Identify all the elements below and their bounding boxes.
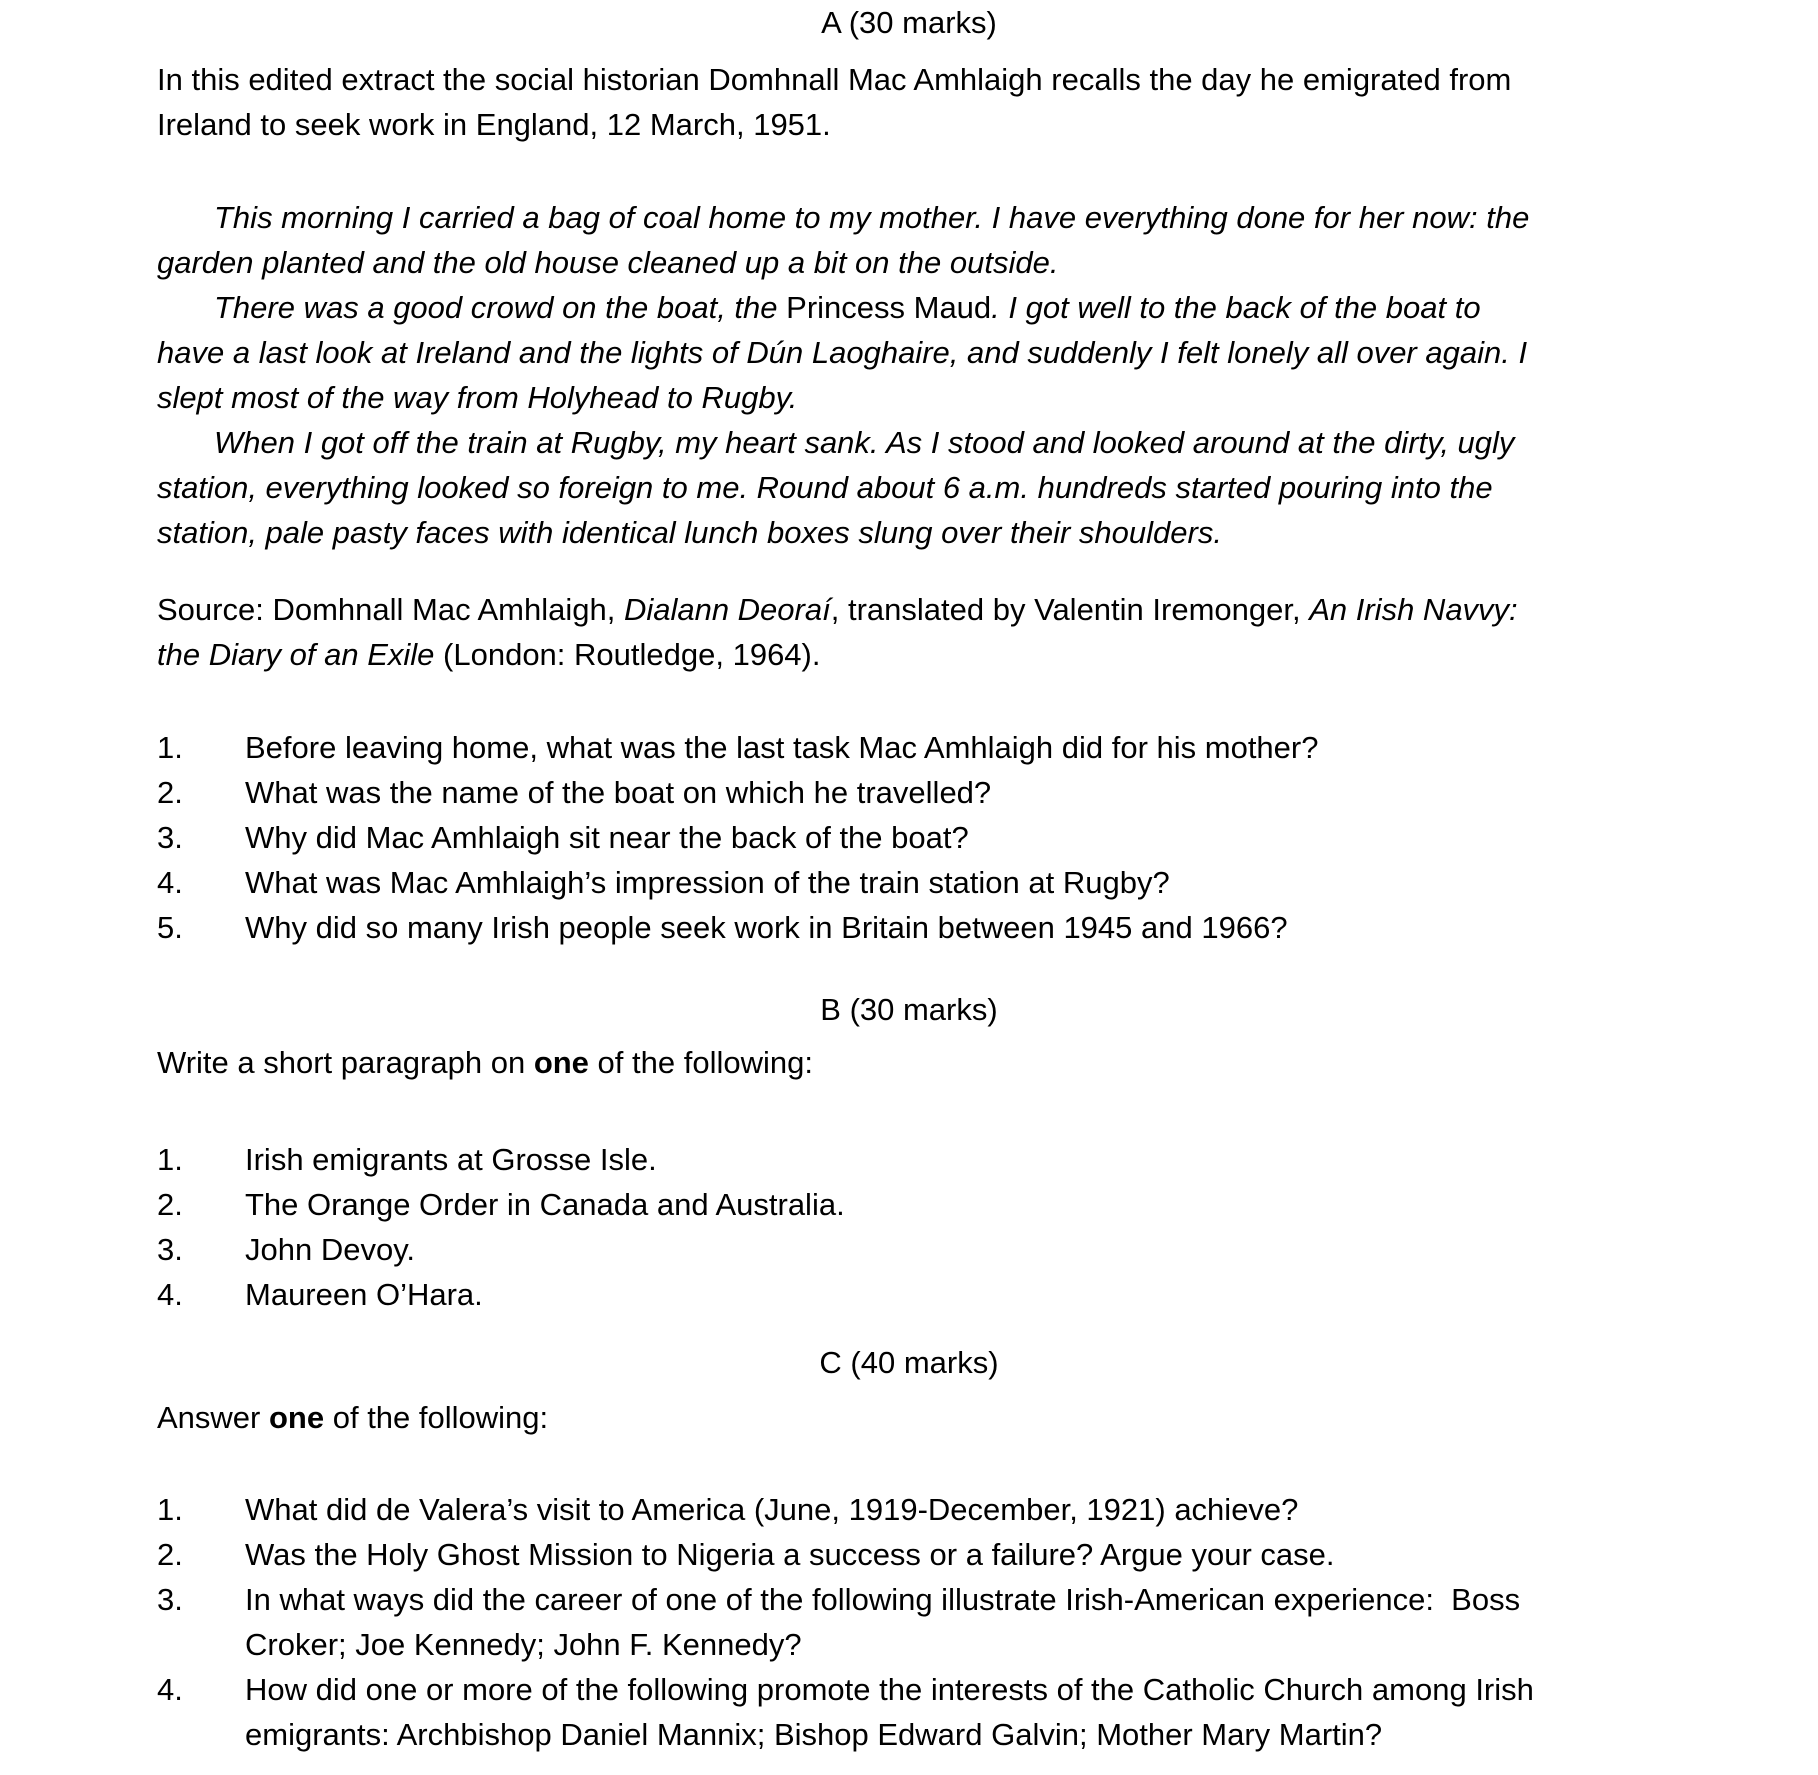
text-line: Was the Holy Ghost Mission to Nigeria a success or a failure? Argue your case. bbox=[245, 1537, 1335, 1572]
list-item-number: 1. bbox=[157, 1142, 183, 1177]
text-line: How did one or more of the following promote the interests of the Catholic Church among Irish bbox=[245, 1672, 1534, 1707]
list-item bbox=[157, 905, 1661, 950]
text-line: In what ways did the career of one of the following illustrate Irish-American experience: Boss bbox=[245, 1582, 1521, 1617]
list-item-text bbox=[245, 1227, 1661, 1272]
text-run: There was a good crowd on the boat, the bbox=[214, 290, 787, 325]
text-run: have a last look at Ireland and the lights of Dún Laoghaire, and suddenly I felt lonely all over again. I bbox=[157, 335, 1528, 370]
text-line: What was the name of the boat on which he travelled? bbox=[245, 775, 992, 810]
text-line bbox=[157, 195, 1661, 240]
text-line: John Devoy. bbox=[245, 1232, 416, 1267]
text-run: (London: Routledge, 1964). bbox=[434, 637, 821, 672]
list-item-text bbox=[245, 770, 1661, 815]
text-line bbox=[157, 1395, 1661, 1440]
list-item-text bbox=[245, 1182, 1661, 1227]
list-item bbox=[157, 1577, 1661, 1667]
text-line bbox=[157, 1040, 1661, 1085]
text-run: one bbox=[533, 1045, 589, 1080]
list-item bbox=[157, 1667, 1661, 1757]
text-run: Source: Domhnall Mac Amhlaigh, bbox=[157, 592, 624, 627]
section-a-title: A (30 marks) bbox=[821, 5, 997, 40]
text-run: the Diary of an Exile bbox=[157, 637, 435, 672]
list-item bbox=[157, 770, 1661, 815]
text-run: In this edited extract the social historian Domhnall Mac Amhlaigh recalls the day he emigrated from bbox=[157, 62, 1512, 97]
text-line bbox=[157, 510, 1661, 555]
list-item-text bbox=[245, 1577, 1661, 1667]
text-line: Irish emigrants at Grosse Isle. bbox=[245, 1142, 657, 1177]
text-line: Before leaving home, what was the last task Mac Amhlaigh did for his mother? bbox=[245, 730, 1319, 765]
list-item-number: 1. bbox=[157, 730, 183, 765]
section-a-questions-list bbox=[157, 725, 1661, 950]
text-run: Answer bbox=[157, 1400, 269, 1435]
text-run: Write a short paragraph on bbox=[157, 1045, 534, 1080]
text-line: emigrants: Archbishop Daniel Mannix; Bishop Edward Galvin; Mother Mary Martin? bbox=[245, 1717, 1383, 1752]
text-line bbox=[157, 240, 1661, 285]
list-item bbox=[157, 1532, 1661, 1577]
list-item bbox=[157, 1137, 1661, 1182]
section-c-questions-list bbox=[157, 1487, 1661, 1757]
text-line bbox=[157, 102, 1661, 147]
list-item-number: 3. bbox=[157, 1582, 183, 1617]
section-c-instruction bbox=[157, 1395, 1661, 1440]
list-item bbox=[157, 1272, 1661, 1317]
list-item-text bbox=[245, 1532, 1661, 1577]
list-item-number: 2. bbox=[157, 1187, 183, 1222]
list-item-text bbox=[245, 860, 1661, 905]
text-line bbox=[157, 375, 1661, 420]
text-line: What was Mac Amhlaigh’s impression of the train station at Rugby? bbox=[245, 865, 1170, 900]
list-item bbox=[157, 860, 1661, 905]
section-b-topics-list bbox=[157, 1137, 1661, 1317]
section-b-title: B (30 marks) bbox=[820, 992, 998, 1027]
list-item-text bbox=[245, 1272, 1661, 1317]
list-item-number: 4. bbox=[157, 1277, 183, 1312]
text-line bbox=[157, 587, 1661, 632]
text-line: What did de Valera’s visit to America (June, 1919-December, 1921) achieve? bbox=[245, 1492, 1299, 1527]
text-run: Princess Maud bbox=[786, 290, 992, 325]
text-run: When I got off the train at Rugby, my heart sank. As I stood and looked around at the dirty, ugly bbox=[214, 425, 1515, 460]
list-item-number: 2. bbox=[157, 775, 183, 810]
list-item-text bbox=[245, 1137, 1661, 1182]
text-line bbox=[157, 57, 1661, 102]
text-run: An Irish Navvy: bbox=[1309, 592, 1518, 627]
text-line bbox=[157, 465, 1661, 510]
text-line: Croker; Joe Kennedy; John F. Kennedy? bbox=[245, 1627, 802, 1662]
list-item-text bbox=[245, 725, 1661, 770]
list-item-text bbox=[245, 1667, 1661, 1757]
text-run: station, pale pasty faces with identical lunch boxes slung over their shoulders. bbox=[157, 515, 1222, 550]
list-item-number: 3. bbox=[157, 820, 183, 855]
list-item-number: 1. bbox=[157, 1492, 183, 1527]
list-item-text bbox=[245, 905, 1661, 950]
list-item-number: 4. bbox=[157, 865, 183, 900]
list-item-text bbox=[245, 1487, 1661, 1532]
text-run: Ireland to seek work in England, 12 March, 1951. bbox=[157, 107, 831, 142]
list-item bbox=[157, 815, 1661, 860]
text-line: Maureen O’Hara. bbox=[245, 1277, 483, 1312]
intro-paragraph bbox=[157, 57, 1661, 147]
list-item-text bbox=[245, 815, 1661, 860]
text-run: of the following: bbox=[324, 1400, 549, 1435]
section-c-title: C (40 marks) bbox=[819, 1345, 999, 1380]
list-item-number: 5. bbox=[157, 910, 183, 945]
text-run: of the following: bbox=[588, 1045, 813, 1080]
list-item bbox=[157, 1487, 1661, 1532]
text-run: garden planted and the old house cleaned up a bit on the outside. bbox=[157, 245, 1059, 280]
list-item bbox=[157, 725, 1661, 770]
list-item bbox=[157, 1182, 1661, 1227]
list-item-number: 2. bbox=[157, 1537, 183, 1572]
list-item bbox=[157, 1227, 1661, 1272]
text-line bbox=[157, 632, 1661, 677]
text-line bbox=[157, 330, 1661, 375]
list-item-number: 4. bbox=[157, 1672, 183, 1707]
text-run: slept most of the way from Holyhead to Rugby. bbox=[157, 380, 798, 415]
section-b-instruction bbox=[157, 1040, 1661, 1085]
text-run: . I got well to the back of the boat to bbox=[991, 290, 1481, 325]
text-line: Why did so many Irish people seek work in Britain between 1945 and 1966? bbox=[245, 910, 1288, 945]
text-run: This morning I carried a bag of coal home to my mother. I have everything done for her now: the bbox=[214, 200, 1530, 235]
text-run: Dialann Deoraí bbox=[623, 592, 831, 627]
text-run: one bbox=[268, 1400, 325, 1435]
text-line: Why did Mac Amhlaigh sit near the back of the boat? bbox=[245, 820, 969, 855]
list-item-number: 3. bbox=[157, 1232, 183, 1267]
extract-paragraphs bbox=[157, 195, 1661, 555]
text-line: The Orange Order in Canada and Australia. bbox=[245, 1187, 845, 1222]
text-run: station, everything looked so foreign to me. Round about 6 a.m. hundreds started pouring into the bbox=[157, 470, 1493, 505]
source-paragraph bbox=[157, 587, 1661, 677]
text-line bbox=[157, 285, 1661, 330]
text-line bbox=[157, 420, 1661, 465]
text-run: , translated by Valentin Iremonger, bbox=[830, 592, 1310, 627]
